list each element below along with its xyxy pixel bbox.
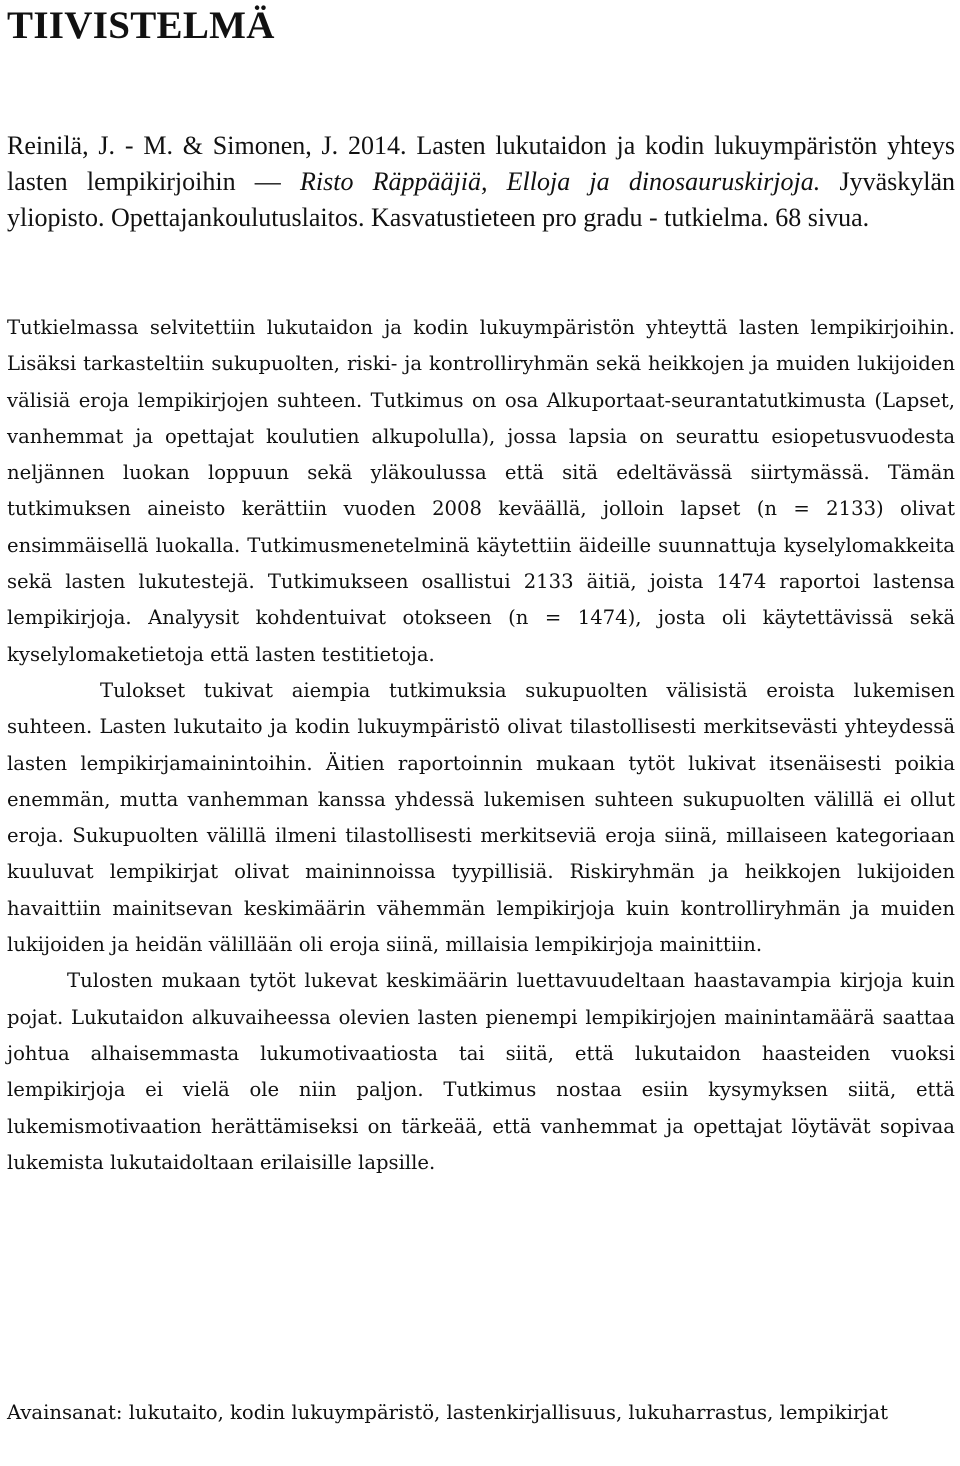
abstract-body <box>7 310 955 1181</box>
abstract-paragraph-2: Tulokset tukivat aiempia tutkimuksia sukupuolten välisistä eroista lukemisen suhteen. Lasten lukutaito ja kodin lukuympäristö olivat tilastollisesti merkitsevästi yhteydessä lasten lempikirjamainintoihin. Äitien raportoinnin mukaan tytöt lukivat itsenäisesti poikia enemmän, mutta vanhemman kanssa yhdessä lukemisen suhteen sukupuolten välillä ei ollut eroja. Sukupuolten välillä ilmeni tilastollisesti merkitseviä eroja siinä, millaiseen kategoriaan kuuluvat lempikirjat olivat maininnoissa tyypillisiä. Riskiryhmän ja heikkojen lukijoiden havaittiin mainitsevan keskimäärin vähemmän lempikirjoja kuin kontrolliryhmän ja muiden lukijoiden ja heidän välillään oli eroja siinä, millaisia lempikirjoja mainittiin. <box>7 678 955 957</box>
page-title: TIIVISTELMÄ <box>7 4 275 47</box>
abstract-paragraph-1: Tutkielmassa selvitettiin lukutaidon ja kodin lukuympäristön yhteyttä lasten lempikirjoihin. Lisäksi tarkasteltiin sukupuolten, riski- ja kontrolliryhmän sekä heikkojen ja muiden lukijoiden välisiä eroja lempikirjojen suhteen. Tutkimus on osa Alkuportaat-seurantatutkimusta (Lapset, vanhemmat ja opettajat koulutien alkupolulla), jossa lapsia on seurattu esiopetusvuodesta neljännen luokan loppuun sekä yläkoulussa että sitä edeltävässä siirtymässä. Tämän tutkimuksen aineisto kerättiin vuoden 2008 keväällä, jolloin lapset (n = 2133) olivat ensimmäisellä luokalla. Tutkimusmenetelminä käytettiin äideille suunnattuja kyselylomakkeita sekä lasten lukutestejä. Tutkimukseen osallistui 2133 äitiä, joista 1474 raportoi lastensa lempikirjoja. Analyysit kohdentuivat otokseen (n = 1474), josta oli käytettävissä sekä kyselylomaketietoja että lasten testitietoja. <box>7 316 955 666</box>
citation <box>7 128 955 236</box>
citation-thesis-title: Risto Räppääjiä, Elloja ja dinosauruskirjoja. <box>300 167 821 196</box>
citation-publisher: Jyväskylän yliopisto. Opettajankoulutuslaitos. Kasvatustieteen pro gradu - tutkielma. 68 sivua. <box>7 167 955 232</box>
abstract-paragraph-3: Tulosten mukaan tytöt lukevat keskimäärin luettavuudeltaan haastavampia kirjoja kuin pojat. Lukutaidon alkuvaiheessa olevien lasten pienempi lempikirjojen mainintamäärä saattaa johtua alhaisemmasta lukumotivaatiosta tai siitä, että lukutaidon haasteiden vuoksi lempikirjoja ei vielä ole niin paljon. Tutkimus nostaa esiin kysymyksen siitä, että lukemismotivaation herättämiseksi on tärkeää, että vanhemmat ja opettajat löytävät sopivaa lukemista lukutaidoltaan erilaisille lapsille. <box>7 969 955 1174</box>
citation-authors: Reinilä, J. - M. & Simonen, J. 2014. Lasten lukutaidon ja kodin lukuympäristön yhteys lasten lempikirjoihin — <box>7 131 955 196</box>
keywords: Avainsanat: lukutaito, kodin lukuympäristö, lastenkirjallisuus, lukuharrastus, lempikirjat <box>7 1401 888 1424</box>
